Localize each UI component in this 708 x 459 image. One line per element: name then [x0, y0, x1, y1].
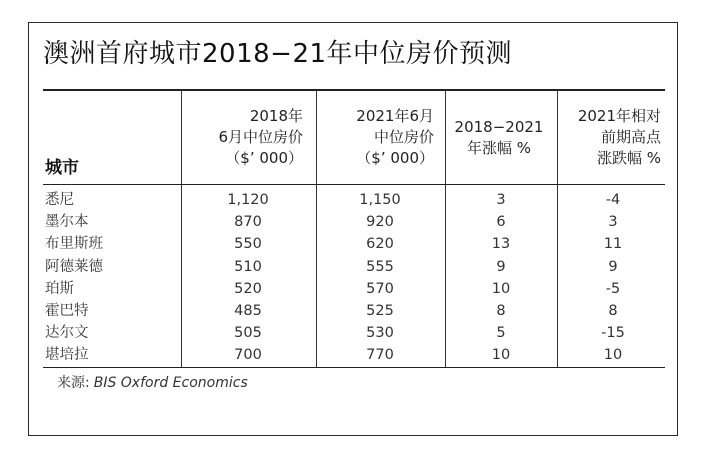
- growth-pct: 9: [496, 258, 506, 275]
- header-line: 2018年: [249, 107, 303, 125]
- price-2018: 1,120: [227, 192, 269, 208]
- price-2018: 510: [234, 258, 262, 275]
- price-2021: 570: [366, 280, 394, 297]
- header-line: 2021年相对: [577, 107, 661, 125]
- table-header-row: [43, 91, 665, 185]
- table-row: [43, 300, 665, 322]
- city-name: 布里斯班: [45, 236, 103, 253]
- column-divider: [316, 91, 317, 184]
- column-divider: [445, 91, 446, 184]
- city-name: 珀斯: [45, 280, 74, 297]
- header-change-vs-peak: [561, 91, 661, 184]
- price-2018: 485: [234, 302, 262, 319]
- vs-peak-pct: 3: [608, 214, 618, 231]
- price-2021: 555: [366, 258, 394, 275]
- header-line: 6月中位房价: [218, 128, 303, 146]
- price-2021: 920: [366, 214, 394, 231]
- city-name: 达尔文: [45, 325, 89, 342]
- table-row: [43, 211, 665, 233]
- document-frame: [28, 22, 678, 436]
- table-bottom-rule: [43, 367, 665, 368]
- city-name: 阿德莱德: [45, 258, 103, 275]
- price-2018: 700: [234, 347, 262, 364]
- header-line: 年涨幅 %: [466, 138, 532, 157]
- vs-peak-pct: 10: [603, 347, 623, 364]
- header-line: 前期高点: [600, 128, 661, 146]
- header-growth-2018-2021: [449, 91, 549, 184]
- city-name: 堪培拉: [45, 347, 89, 364]
- header-line: 2021年6月: [356, 107, 434, 125]
- price-2021: 620: [366, 236, 394, 253]
- price-2021: 770: [366, 347, 394, 364]
- header-line: 2018−2021: [454, 117, 544, 136]
- header-2018-median-price: [185, 91, 303, 184]
- growth-pct: 6: [496, 214, 506, 231]
- growth-pct: 3: [496, 192, 506, 208]
- growth-pct: 10: [491, 347, 511, 364]
- price-2018: 520: [234, 280, 262, 297]
- table-body: [43, 185, 665, 367]
- vs-peak-pct: -15: [601, 325, 625, 342]
- vs-peak-pct: 11: [603, 236, 623, 253]
- document-title: 澳洲首府城市2018−21年中位房价预测: [43, 39, 513, 69]
- header-line: （$’ 000）: [356, 149, 434, 167]
- vs-peak-pct: 9: [608, 258, 618, 275]
- table-row: [43, 189, 665, 211]
- table-row: [43, 256, 665, 278]
- source-name: BIS Oxford Economics: [93, 374, 248, 391]
- growth-pct: 5: [496, 325, 506, 342]
- city-name: 霍巴特: [45, 302, 89, 319]
- source-label: 来源:: [57, 374, 90, 391]
- table-row: [43, 322, 665, 344]
- vs-peak-pct: 8: [608, 302, 618, 319]
- header-line: 涨跌幅 %: [596, 149, 661, 167]
- source-note: [57, 372, 665, 392]
- city-name: 悉尼: [45, 192, 74, 208]
- price-2018: 550: [234, 236, 262, 253]
- price-2021: 525: [366, 302, 394, 319]
- column-divider: [181, 91, 182, 184]
- column-divider: [557, 91, 558, 184]
- vs-peak-pct: -4: [605, 192, 621, 208]
- table-row: [43, 344, 665, 366]
- price-2021: 530: [366, 325, 394, 342]
- growth-pct: 8: [496, 302, 506, 319]
- price-2018: 870: [234, 214, 262, 231]
- price-2021: 1,150: [359, 192, 401, 208]
- table-row: [43, 233, 665, 255]
- header-city: 城市: [45, 158, 79, 178]
- growth-pct: 13: [491, 236, 511, 253]
- city-name: 墨尔本: [45, 214, 89, 231]
- house-price-table: [43, 89, 665, 392]
- price-2018: 505: [234, 325, 262, 342]
- table-row: [43, 278, 665, 300]
- vs-peak-pct: -5: [605, 280, 621, 297]
- header-line: 中位房价: [373, 128, 434, 146]
- header-2021-median-price: [320, 91, 434, 184]
- growth-pct: 10: [491, 280, 511, 297]
- header-line: （$’ 000）: [225, 149, 303, 167]
